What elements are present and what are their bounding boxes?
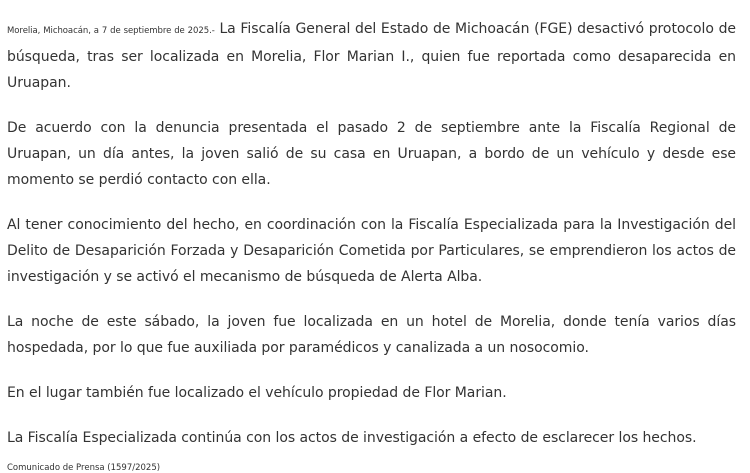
paragraph-2: Al tener conocimiento del hecho, en coordinación con la Fiscalía Especializada para la Investigación del Delito de Desaparición Forzada y Desaparición Cometida por Particulares, se emprendieron los actos de investigación y se activó el mecanismo de búsqueda de Alerta Alba. (7, 217, 736, 285)
lead-paragraph (7, 16, 736, 96)
paragraph-4: En el lugar también fue localizado el vehículo propiedad de Flor Marian. (7, 385, 507, 401)
paragraph-1: De acuerdo con la denuncia presentada el pasado 2 de septiembre ante la Fiscalía Regional de Uruapan, un día antes, la joven salió de su casa en Uruapan, a bordo de un vehículo y desde ese momento se perdió contacto con ella. (7, 120, 736, 188)
paragraph-5: La Fiscalía Especializada continúa con los actos de investigación a efecto de esclarecer los hechos. (7, 430, 697, 446)
dateline: Morelia, Michoacán, a 7 de septiembre de 2025.- (7, 26, 215, 36)
paragraph-3: La noche de este sábado, la joven fue localizada en un hotel de Morelia, donde tenía varios días hospedada, por lo que fue auxiliada por paramédicos y canalizada a un nosocomio. (7, 314, 736, 356)
press-release-number: Comunicado de Prensa (1597/2025) (7, 463, 161, 473)
lead-text: La Fiscalía General del Estado de Michoacán (FGE) desactivó protocolo de búsqueda, tras ser localizada en Morelia, Flor Marian I., quien fue reportada como desaparecida en Uruapan. (7, 21, 736, 91)
